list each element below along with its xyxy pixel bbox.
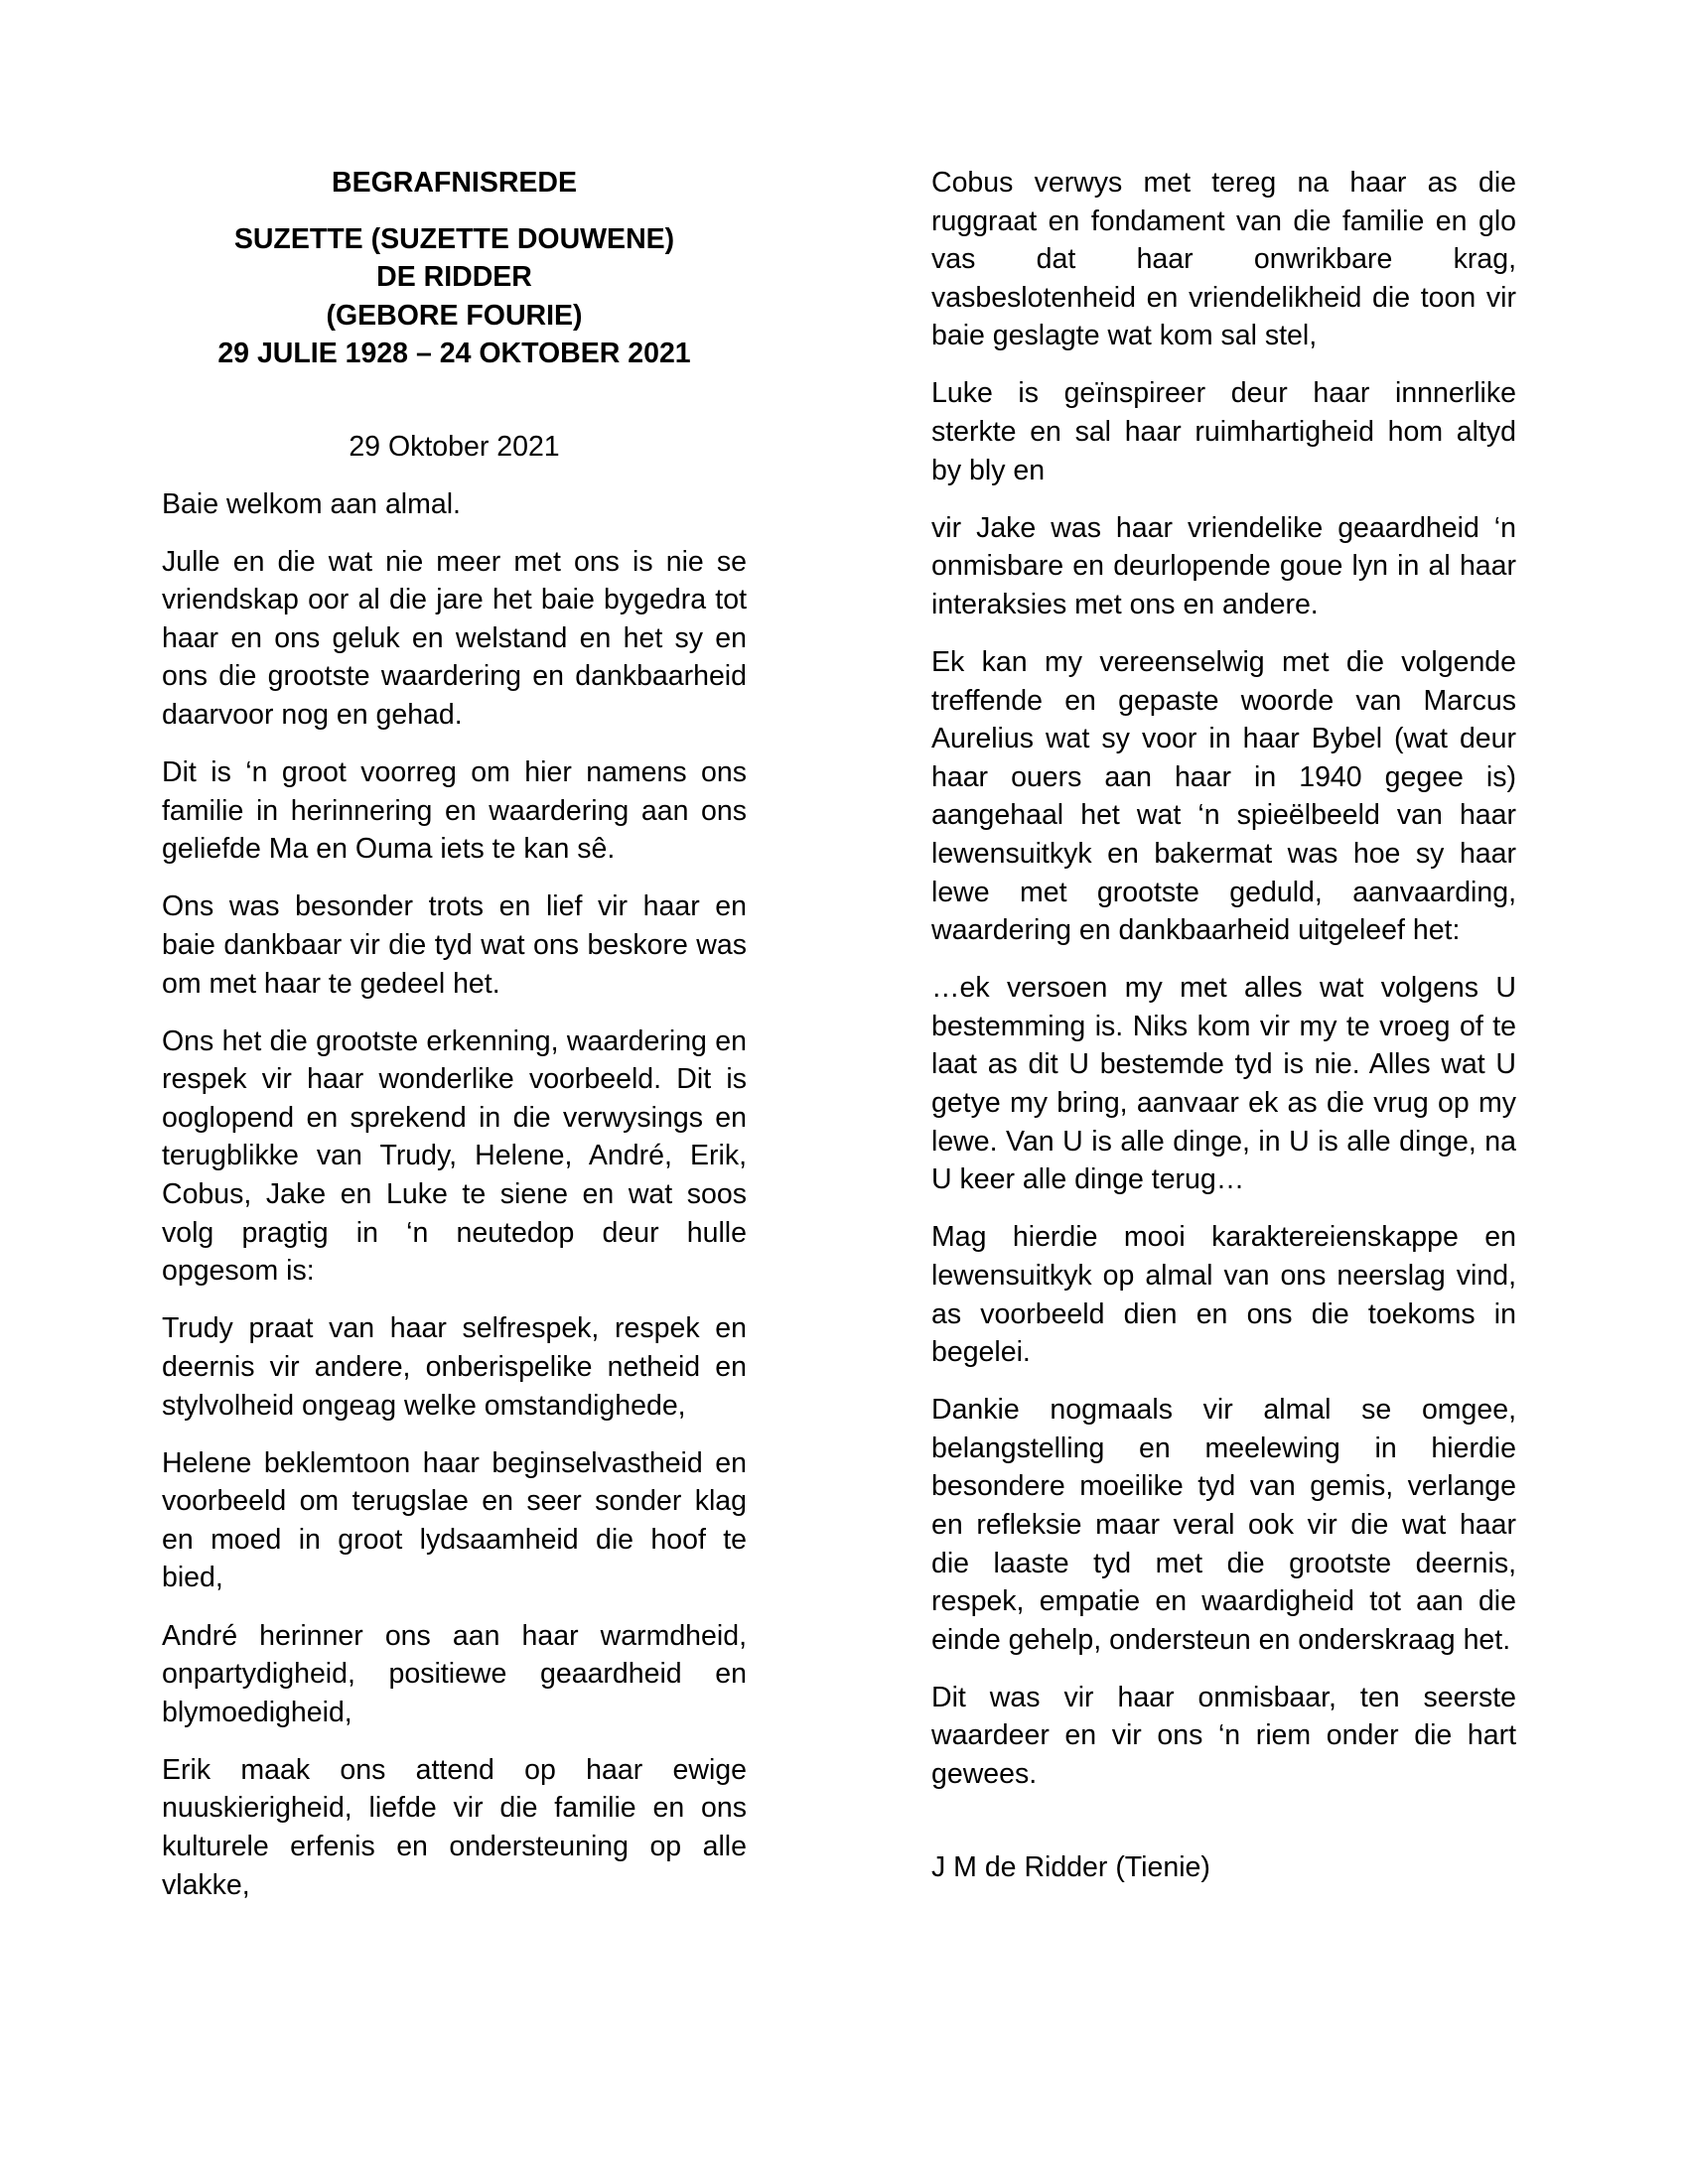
- name-line: DE RIDDER: [376, 261, 532, 294]
- document-title: BEGRAFNISREDE: [331, 167, 578, 199]
- paragraph: Erik maak ons attend op haar ewige nuuskierigheid, liefde vir die familie en ons kulturele erfenis en ondersteuning op alle vlakke,: [162, 1753, 747, 1901]
- paragraph: Cobus verwys met tereg na haar as die ruggraat en fondament van die familie en glo vas dat haar onwrikbare krag, vasbeslotenheid en vriendelikheid die toon vir baie geslagte wat kom sal stel,: [931, 167, 1516, 352]
- speech-date: 29 Oktober 2021: [349, 430, 560, 463]
- paragraph: Ons was besonder trots en lief vir haar en baie dankbaar vir die tyd wat ons beskore was om met haar te gedeel het.: [162, 890, 747, 1000]
- paragraph: Dit is ‘n groot voorreg om hier namens ons familie in herinnering en waardering aan ons geliefde Ma en Ouma iets te kan sê.: [162, 756, 747, 866]
- paragraph: André herinner ons aan haar warmdheid, onpartydigheid, positiewe geaardheid en blymoedigheid,: [162, 1619, 747, 1728]
- paragraph: Trudy praat van haar selfrespek, respek en deernis vir andere, onberispelike netheid en stylvolheid ongeag welke omstandighede,: [162, 1312, 747, 1422]
- paragraph: Dankie nogmaals vir almal se omgee, belangstelling en meelewing in hierdie besondere moeilike tyd van gemis, verlange en refleksie maar veral ook vir die wat haar die laaste tyd met die grootste deernis, respek, empatie en waardigheid tot aan die einde gehelp, ondersteun en onderskraag het.: [931, 1394, 1516, 1656]
- paragraph: Ons het die grootste erkenning, waardering en respek vir haar wonderlike voorbeeld. Dit is ooglopend en sprekend in die verwysings en terugblikke van Trudy, Helene, André, Erik, Cobus, Jake en Luke te siene en wat soos volg pragtig in ‘n neutedop deur hulle opgesom is:: [162, 1024, 747, 1288]
- paragraph: Dit was vir haar onmisbaar, ten seerste waardeer en vir ons ‘n riem onder die hart gewees.: [931, 1681, 1516, 1791]
- paragraph: Baie welkom aan almal.: [162, 487, 461, 520]
- life-dates: 29 JULIE 1928 – 24 OKTOBER 2021: [217, 338, 691, 370]
- deceased-name-block: [162, 220, 747, 373]
- paragraph: Julle en die wat nie meer met ons is nie se vriendskap oor al die jare het baie bygedra tot haar en ons geluk en welstand en het sy en ons die grootste waardering en dankbaarheid daarvoor nog en gehad.: [162, 545, 747, 732]
- paragraph: Ek kan my vereenselwig met die volgende treffende en gepaste woorde van Marcus Aurelius wat sy voor in haar Bybel (wat deur haar ouers aan haar in 1940 gegee is) aangehaal het wat ‘n spieëlbeeld van haar lewensuitkyk en bakermat was hoe sy haar lewe met grootste geduld, aanvaarding, waardering en dankbaarheid uitgeleef het:: [931, 646, 1516, 947]
- quote-paragraph: …ek versoen my met alles wat volgens U bestemming is. Niks kom vir my te vroeg of te laat as dit U bestemde tyd is nie. Alles wat U getye my bring, aanvaar ek as die vrug op my lewe. Van U is alle dinge, in U is alle dinge, na U keer alle dinge terug…: [931, 972, 1516, 1196]
- signature: J M de Ridder (Tienie): [931, 1851, 1210, 1884]
- name-line: SUZETTE (SUZETTE DOUWENE): [233, 222, 675, 255]
- paragraph: vir Jake was haar vriendelike geaardheid ‘n onmisbare en deurlopende goue lyn in al haar interaksies met ons en andere.: [931, 511, 1516, 620]
- left-column: [162, 164, 747, 1924]
- paragraph: Mag hierdie mooi karaktereienskappe en lewensuitkyk op almal van ons neerslag vind, as voorbeeld dien en ons die toekoms in begelei.: [931, 1221, 1516, 1369]
- maiden-name-line: (GEBORE FOURIE): [326, 299, 583, 332]
- paragraph: Luke is geïnspireer deur haar innnerlike sterkte en sal haar ruimhartigheid hom altyd by bly en: [931, 377, 1516, 486]
- right-column: [931, 164, 1516, 1887]
- paragraph: Helene beklemtoon haar beginselvastheid en voorbeeld om terugslae en seer sonder klag en moed in groot lydsaamheid die hoof te bied,: [162, 1446, 747, 1594]
